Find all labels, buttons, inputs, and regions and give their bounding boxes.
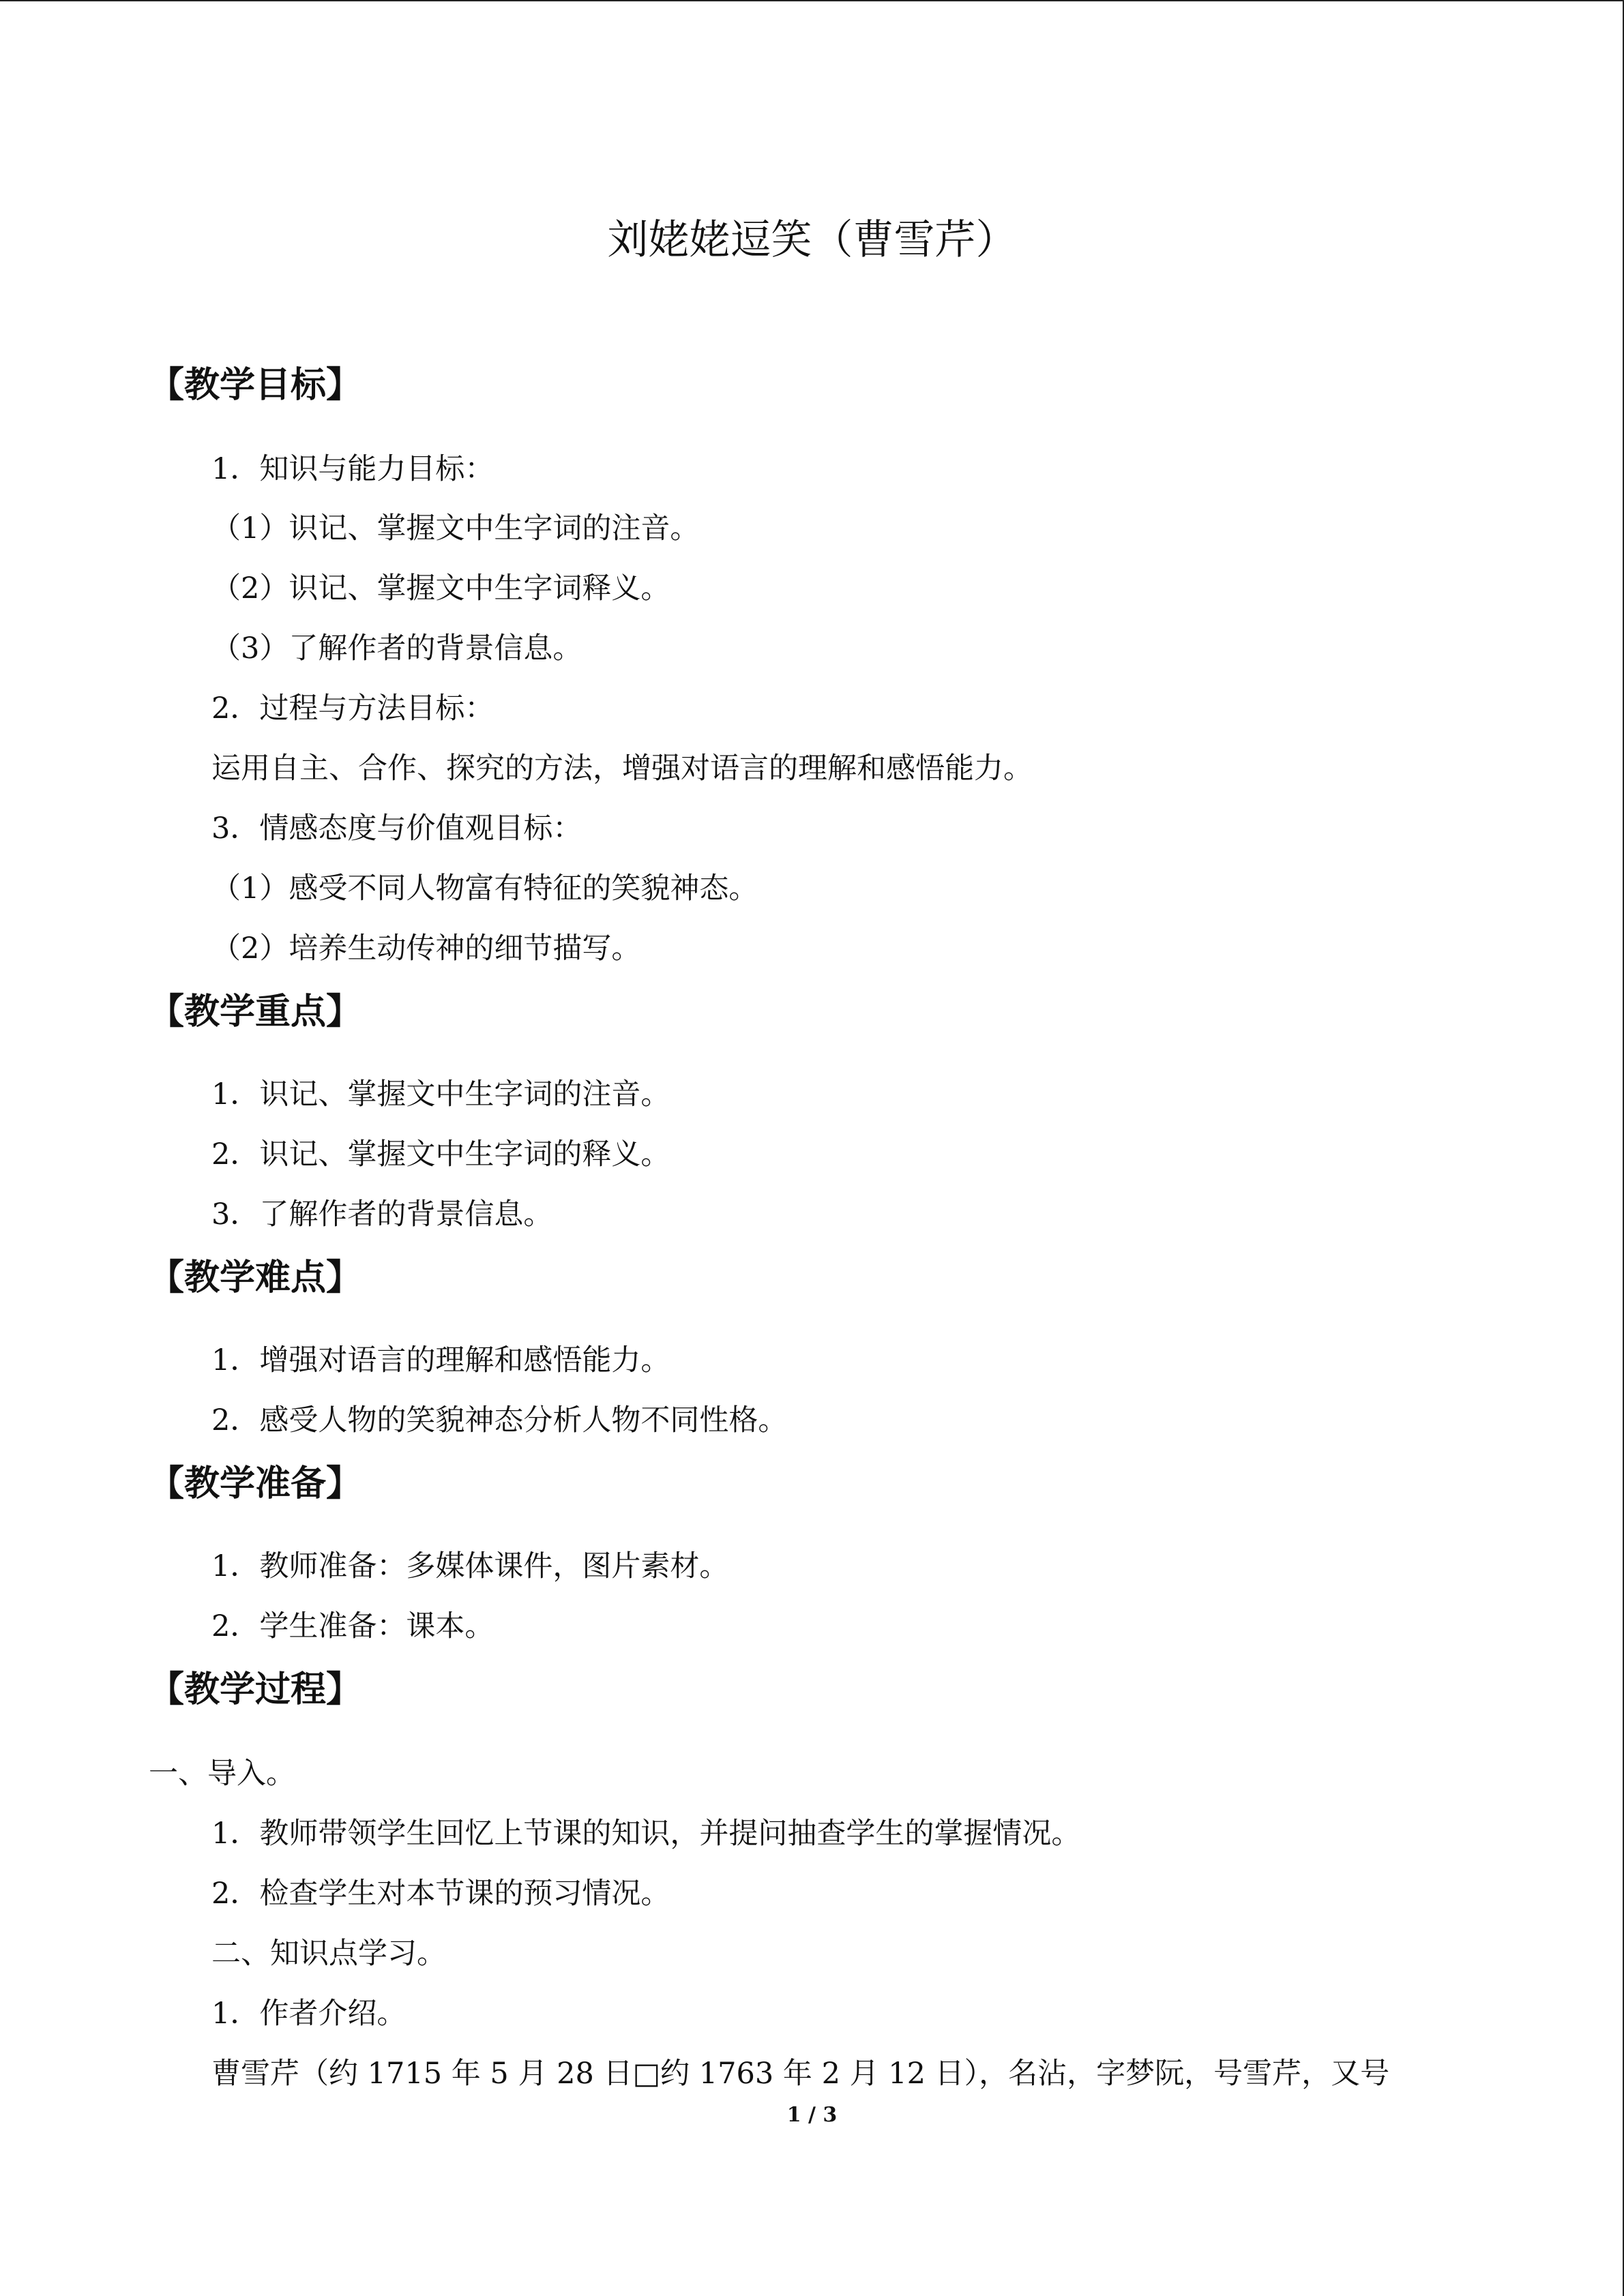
section-heading-preparation: 【教学准备】 <box>149 1463 362 1504</box>
objectives-line: （2）培养生动传神的细节描写。 <box>211 931 641 966</box>
objectives-line: （3）了解作者的背景信息。 <box>211 631 582 666</box>
key-points-line: 3．了解作者的背景信息。 <box>211 1197 553 1232</box>
process-line: 2．检查学生对本节课的预习情况。 <box>211 1877 670 1911</box>
process-line: 1．教师带领学生回忆上节课的知识，并提问抽查学生的掌握情况。 <box>211 1817 1081 1851</box>
difficulties-line: 1．增强对语言的理解和感悟能力。 <box>211 1343 670 1377</box>
section-heading-difficulties: 【教学难点】 <box>149 1257 362 1298</box>
objectives-line: （1）感受不同人物富有特征的笑貌神态。 <box>211 871 758 906</box>
section-heading-objectives: 【教学目标】 <box>149 365 362 406</box>
top-border <box>0 0 1624 1</box>
section-heading-process: 【教学过程】 <box>149 1669 362 1710</box>
key-points-line: 1．识记、掌握文中生字词的注音。 <box>211 1077 670 1112</box>
preparation-line: 1．教师准备：多媒体课件，图片素材。 <box>211 1549 729 1583</box>
objectives-line: 3．情感态度与价值观目标： <box>211 811 582 846</box>
objectives-line: 运用自主、合作、探究的方法，增强对语言的理解和感悟能力。 <box>211 751 1033 786</box>
preparation-line: 2．学生准备：课本。 <box>211 1609 494 1643</box>
objectives-line: （2）识记、掌握文中生字词释义。 <box>211 571 670 606</box>
objectives-line: （1）识记、掌握文中生字词的注音。 <box>211 511 700 546</box>
objectives-line: 1．知识与能力目标： <box>211 452 494 486</box>
difficulties-line: 2．感受人物的笑貌神态分析人物不同性格。 <box>211 1403 788 1437</box>
process-line: 一、导入。 <box>149 1757 295 1791</box>
page-number: 1 / 3 <box>786 2103 838 2127</box>
process-line: 1．作者介绍。 <box>211 1997 407 2031</box>
key-points-line: 2．识记、掌握文中生字词的释义。 <box>211 1137 670 1172</box>
objectives-line: 2．过程与方法目标： <box>211 691 494 726</box>
document-title: 刘姥姥逗笑（曹雪芹） <box>607 216 1017 264</box>
process-line: 二、知识点学习。 <box>211 1937 446 1971</box>
process-line: 曹雪芹（约 1715 年 5 月 28 日□约 1763 年 2 月 12 日），名沾，字梦阮，号雪芹，又号 <box>211 2057 1390 2091</box>
section-heading-key-points: 【教学重点】 <box>149 992 362 1032</box>
